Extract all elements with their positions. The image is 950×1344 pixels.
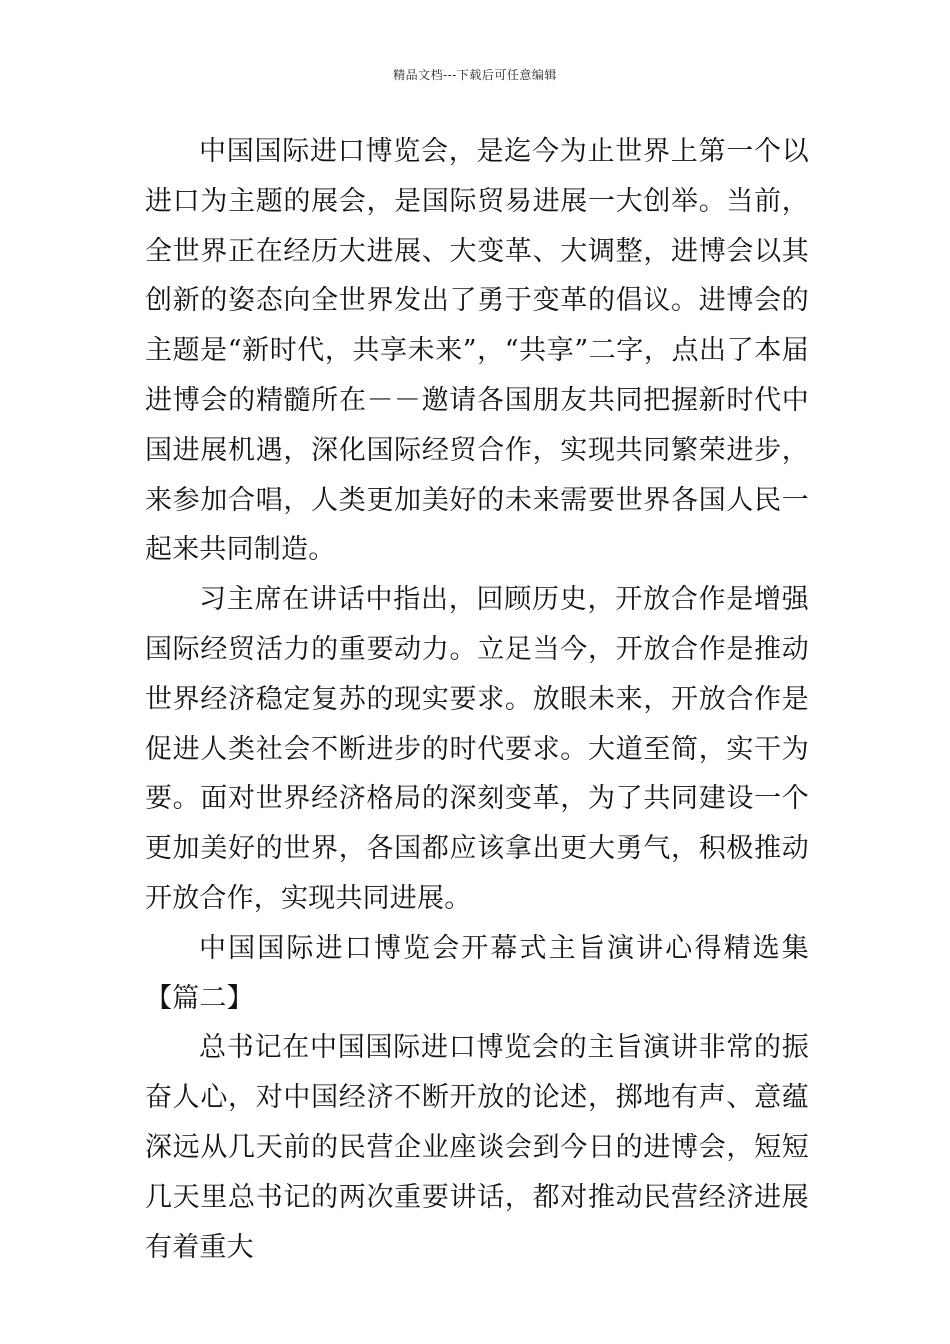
paragraph-2: 习主席在讲话中指出，回顾历史，开放合作是增强国际经贸活力的重要动力。立足当今，开放合作是推动世界经济稳定复苏的现实要求。放眼未来，开放合作是促进人类社会不断进步的时代要求。大道至简，实干为要。面对世界经济格局的深刻变革，为了共同建设一个更加美好的世界，各国都应该拿出更大勇气，积极推动开放合作，实现共同进展。 xyxy=(145,584,809,914)
section-heading: 中国国际进口博览会开幕式主旨演讲心得精选集【篇二】 xyxy=(145,932,809,1014)
document-body xyxy=(145,127,809,1272)
paragraph-1: 中国国际进口博览会，是迄今为止世界上第一个以进口为主题的展会，是国际贸易进展一大创举。当前，全世界正在经历大进展、大变革、大调整，进博会以其创新的姿态向全世界发出了勇于变革的倡议。进博会的主题是“新时代，共享未来”，“共享”二字，点出了本届进博会的精髓所在－－邀请各国朋友共同把握新时代中国进展机遇，深化国际经贸合作，实现共同繁荣进步，来参加合唱，人类更加美好的未来需要世界各国人民一起来共同制造。 xyxy=(145,136,809,566)
header-note: 精品文档---下载后可任意编辑 xyxy=(393,68,557,82)
paragraph-3: 总书记在中国国际进口博览会的主旨演讲非常的振奋人心，对中国经济不断开放的论述，掷地有声、意蕴深远从几天前的民营企业座谈会到今日的进博会，短短几天里总书记的两次重要讲话，都对推动民营经济进展有着重大 xyxy=(145,1032,809,1263)
